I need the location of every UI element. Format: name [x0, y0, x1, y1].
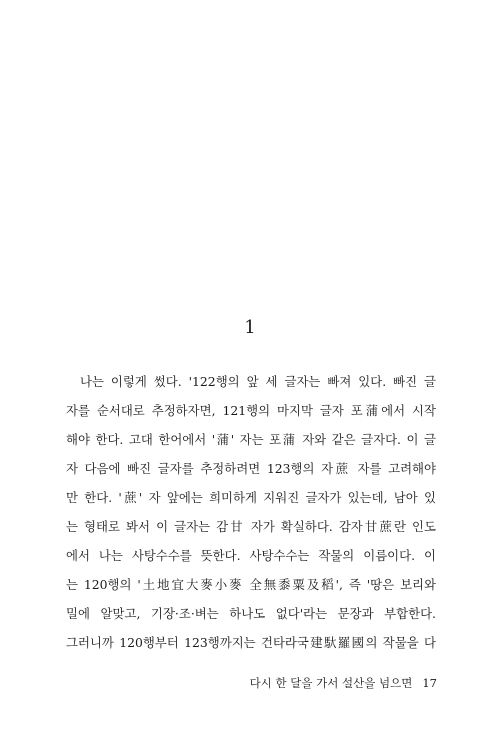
text-line: 자를 순서대로 추정하자면, 121행의 마지막 글자 포蒲에서 시작	[66, 403, 436, 418]
running-title: 다시 한 달을 가서 설산을 넘으면	[249, 676, 413, 690]
page-number: 17	[422, 676, 437, 690]
text-line: 해야 한다. 고대 한어에서 '蒲' 자는 포蒲 자와 같은 글자다. 이 글	[66, 432, 436, 447]
text-line: 자 다음에 빠진 글자를 추정하려면 123행의 자蔗 자를 고려해야	[66, 461, 436, 476]
text-line: 는 120행의 '土地宜大麥小麥 全無黍粟及稻', 즉 '땅은 보리와	[66, 577, 436, 592]
body-text	[66, 372, 436, 662]
text-line: 그러니까 120행부터 123행까지는 건타라국建馱羅國의 작물을 다	[66, 635, 436, 650]
text-line: 는 형태로 봐서 이 글자는 감甘 자가 확실하다. 감자甘蔗란 인도	[66, 519, 436, 534]
section-number: 1	[244, 317, 256, 338]
text-line: 밀에 알맞고, 기장·조·벼는 하나도 없다'라는 문장과 부합한다.	[66, 606, 436, 621]
text-line: 에서 나는 사탕수수를 뜻한다. 사탕수수는 작물의 이름이다. 이	[66, 548, 436, 563]
page-footer	[250, 676, 437, 690]
text-line: 만 한다. '蔗' 자 앞에는 희미하게 지워진 글자가 있는데, 남아 있	[66, 490, 436, 505]
text-line: 나는 이렇게 썼다. '122행의 앞 세 글자는 빠져 있다. 빠진 글	[80, 374, 436, 389]
